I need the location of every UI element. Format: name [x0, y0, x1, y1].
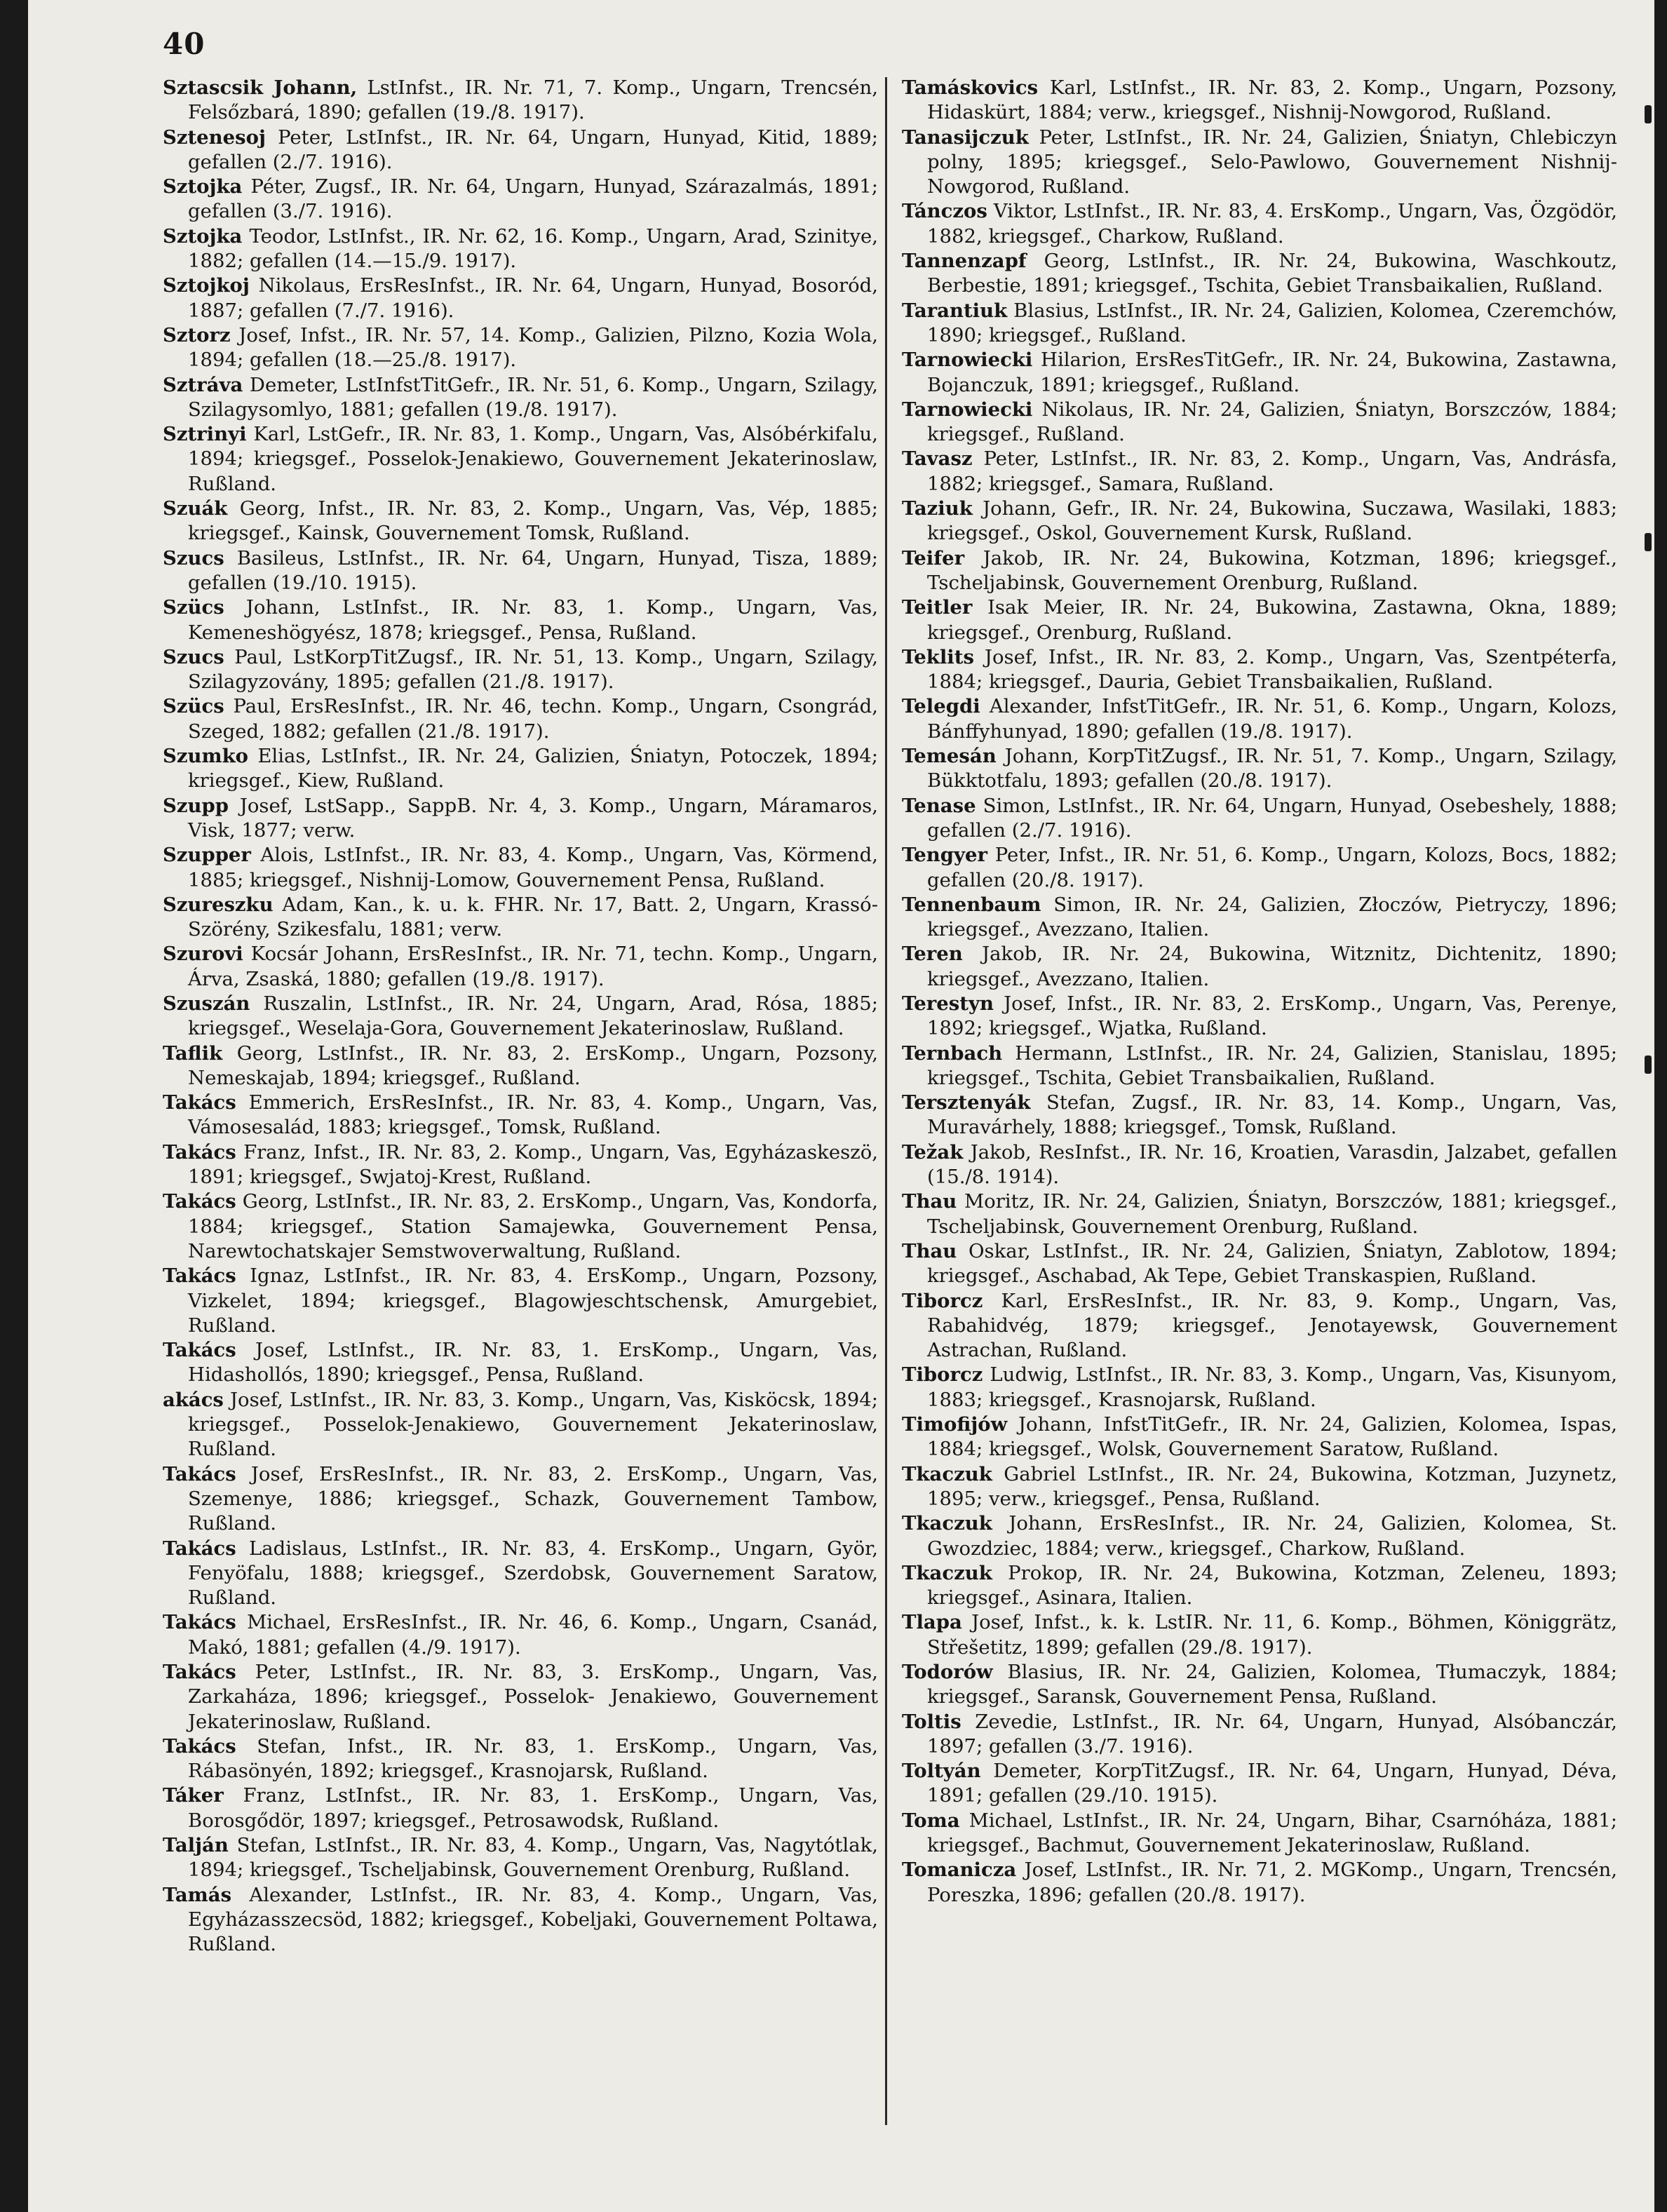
entry-surname: Szücs — [163, 695, 224, 718]
entry-details: Josef, LstInfst., IR. Nr. 71, 2. MGKomp., Ungarn, Trencsén, Poreszka, 1896; gefallen (20./8. 1917). — [927, 1859, 1617, 1906]
roll-entry — [163, 1883, 878, 1957]
entry-details: Franz, Infst., IR. Nr. 83, 2. Komp., Ungarn, Vas, Egyházaskeszö, 1891; kriegsgef., Swjatoj-Krest, Rußland. — [188, 1140, 878, 1189]
entry-details: Alexander, LstInfst., IR. Nr. 83, 4. Komp., Ungarn, Vas, Egyházasszecsöd, 1882; kriegsgef., Kobeljaki, Gouvernement Poltawa, Rußland. — [188, 1883, 878, 1956]
entry-details: Karl, LstInfst., IR. Nr. 83, 2. Komp., Ungarn, Pozsony, Hidaskürt, 1884; verw., kriegsgef., Nishnij-Nowgorod, Rußland. — [927, 76, 1617, 124]
entry-details: Ignaz, LstInfst., IR. Nr. 83, 4. ErsKomp., Ungarn, Pozsony, Vizkelet, 1894; kriegsgef., Blagowjeschtschensk, Amurgebiet, Rußland. — [188, 1265, 878, 1337]
roll-entry — [902, 447, 1617, 497]
roll-entry — [902, 1610, 1617, 1660]
roll-entry — [902, 1041, 1617, 1091]
entry-surname: Terestyn — [902, 992, 994, 1015]
entry-surname: Sztascsik Johann, — [163, 76, 358, 99]
roll-entry — [902, 1289, 1617, 1363]
entry-details: Gabriel LstInfst., IR. Nr. 24, Bukowina, Kotzman, Juzynetz, 1895; verw., kriegsgef., Pensa, Rußland. — [927, 1462, 1617, 1510]
entry-surname: Tannenzapf — [902, 250, 1027, 273]
entry-details: Elias, LstInfst., IR. Nr. 24, Galizien, Śniatyn, Potoczek, 1894; kriegsgef., Kiew, Rußland. — [188, 745, 878, 793]
entry-details: Josef, Infst., IR. Nr. 83, 2. ErsKomp., Ungarn, Vas, Perenye, 1892; kriegsgef., Wjatka, Rußland. — [927, 992, 1617, 1040]
entry-surname: Tennenbaum — [902, 893, 1041, 916]
entry-surname: Szuszán — [163, 992, 250, 1015]
roll-entry — [163, 422, 878, 497]
entry-details: Basileus, LstInfst., IR. Nr. 64, Ungarn, Hunyad, Tisza, 1889; gefallen (19./10. 1915). — [188, 546, 878, 594]
roll-entry — [902, 126, 1617, 200]
roll-entry — [163, 224, 878, 274]
roll-entry — [163, 373, 878, 423]
entry-surname: Tengyer — [902, 844, 987, 867]
entry-details: Karl, LstGefr., IR. Nr. 83, 1. Komp., Ungarn, Vas, Alsóbérkifalu, 1894; kriegsgef., Posselok-Jenakiewo, Gouvernement Jekaterinoslaw, Rußland. — [188, 423, 878, 495]
roll-entry — [902, 398, 1617, 447]
roll-entry — [902, 1660, 1617, 1710]
entry-surname: Teren — [902, 943, 963, 966]
entry-details: Demeter, KorpTitZugsf., IR. Nr. 64, Ungarn, Hunyad, Déva, 1891; gefallen (29./10. 1915). — [927, 1760, 1617, 1807]
scan-left-edge — [0, 0, 28, 2212]
scan-edge-mark — [1645, 105, 1652, 123]
entry-surname: Tiborcz — [902, 1289, 983, 1312]
roll-entry — [902, 1189, 1617, 1239]
entry-surname: Teklits — [902, 645, 974, 668]
entry-surname: Tersztenyák — [902, 1091, 1031, 1114]
roll-entry — [163, 1388, 878, 1462]
roll-entry — [163, 893, 878, 943]
roll-entry — [163, 942, 878, 992]
roll-entry — [163, 1189, 878, 1264]
entry-surname: Timofijów — [902, 1413, 1008, 1436]
entry-surname: Sztojka — [163, 224, 243, 248]
entry-details: Josef, Infst., k. k. LstIR. Nr. 11, 6. Komp., Böhmen, Königgrätz, Střešetitz, 1899; gefallen (29./8. 1917). — [927, 1611, 1617, 1659]
entry-surname: Tomanicza — [902, 1859, 1017, 1882]
entry-details: Blasius, LstInfst., IR. Nr. 24, Galizien, Kolomea, Czeremchów, 1890; kriegsgef., Rußland. — [927, 299, 1617, 346]
roll-entry — [163, 1734, 878, 1784]
entry-details: Hermann, LstInfst., IR. Nr. 24, Galizien, Stanislau, 1895; kriegsgef., Tschita, Gebiet Transbaikalien, Rußland. — [927, 1041, 1617, 1089]
roll-entry — [902, 1091, 1617, 1140]
roll-entry — [163, 175, 878, 224]
entry-surname: Toltyán — [902, 1760, 981, 1783]
roll-entry — [163, 497, 878, 546]
entry-details: Ludwig, LstInfst., IR. Nr. 83, 3. Komp., Ungarn, Vas, Kisunyom, 1883; kriegsgef., Krasnojarsk, Rußland. — [927, 1363, 1617, 1411]
entry-details: Michael, LstInfst., IR. Nr. 24, Ungarn, Bihar, Csarnóháza, 1881; kriegsgef., Bachmut, Gouvernement Jekaterinoslaw, Rußland. — [927, 1809, 1617, 1857]
scan-edge-mark — [1645, 533, 1652, 551]
entry-surname: Tenase — [902, 794, 976, 817]
entry-surname: Takács — [163, 1611, 236, 1634]
roll-entry — [902, 299, 1617, 349]
entry-surname: Telegdi — [902, 695, 980, 718]
entry-details: Ruszalin, LstInfst., IR. Nr. 24, Ungarn, Arad, Rósa, 1885; kriegsgef., Weselaja-Gora, Gouvernement Jekaterinoslaw, Rußland. — [188, 992, 878, 1040]
entry-details: Karl, ErsResInfst., IR. Nr. 83, 9. Komp., Ungarn, Vas, Rabahidvég, 1879; kriegsgef., Jenotayewsk, Gouvernement Astrachan, Rußland. — [927, 1289, 1617, 1362]
roll-entry — [163, 744, 878, 794]
roll-entry — [902, 1710, 1617, 1760]
entry-surname: Szuák — [163, 497, 228, 520]
roll-entry — [902, 76, 1617, 126]
entry-surname: Szupper — [163, 844, 251, 867]
entry-surname: Teitler — [902, 596, 973, 619]
entry-details: Josef, Infst., IR. Nr. 83, 2. Komp., Ungarn, Vas, Szentpéterfa, 1884; kriegsgef., Dauria, Gebiet Transbaikalien, Rußland. — [927, 645, 1617, 694]
entry-details: Kocsár Johann, ErsResInfst., IR. Nr. 71, techn. Komp., Ungarn, Árva, Zsaská, 1880; gefallen (19./8. 1917). — [188, 943, 878, 990]
roll-entry — [902, 1412, 1617, 1462]
roll-entry — [902, 893, 1617, 943]
entry-details: Peter, LstInfst., IR. Nr. 83, 3. ErsKomp., Ungarn, Vas, Zarkaháza, 1896; kriegsgef., Posselok- Jenakiewo, Gouvernement Jekaterinoslaw, Rußland. — [188, 1661, 878, 1733]
roll-entry — [163, 694, 878, 744]
roll-entry — [902, 497, 1617, 546]
roll-entry — [163, 1338, 878, 1388]
entry-surname: Tanasijczuk — [902, 126, 1029, 149]
entry-surname: Szücs — [163, 596, 224, 619]
roll-entry — [163, 76, 878, 126]
roll-entry — [163, 843, 878, 893]
entry-surname: akács — [163, 1388, 224, 1411]
roll-entry — [902, 694, 1617, 744]
entry-details: Teodor, LstInfst., IR. Nr. 62, 16. Komp., Ungarn, Arad, Szinitye, 1882; gefallen (14.—15./9. 1917). — [188, 224, 878, 273]
roll-entry — [902, 1858, 1617, 1908]
roll-entry — [902, 1363, 1617, 1412]
entry-details: Blasius, IR. Nr. 24, Galizien, Kolomea, Tłumaczyk, 1884; kriegsgef., Saransk, Gouvernement Pensa, Rußland. — [927, 1661, 1617, 1708]
entry-surname: Temesán — [902, 745, 997, 768]
entry-details: Emmerich, ErsResInfst., IR. Nr. 83, 4. Komp., Ungarn, Vas, Vámosesalád, 1883; kriegsgef., Tomsk, Rußland. — [188, 1091, 878, 1139]
entry-details: Oskar, LstInfst., IR. Nr. 24, Galizien, Śniatyn, Zablotow, 1894; kriegsgef., Aschabad, Ak Tepe, Gebiet Transkaspien, Rußland. — [927, 1239, 1617, 1288]
roll-entry — [163, 1833, 878, 1883]
entry-surname: Takács — [163, 1661, 236, 1683]
entry-surname: Težak — [902, 1140, 964, 1164]
entry-surname: Thau — [902, 1190, 957, 1213]
roll-entry — [902, 1140, 1617, 1190]
roll-entry — [902, 992, 1617, 1041]
entry-details: Viktor, LstInfst., IR. Nr. 83, 4. ErsKomp., Ungarn, Vas, Özgödör, 1882, kriegsgef., Charkow, Rußland. — [927, 200, 1617, 248]
entry-surname: Tlapa — [902, 1611, 962, 1634]
entry-details: Georg, LstInfst., IR. Nr. 83, 2. ErsKomp., Ungarn, Vas, Kondorfa, 1884; kriegsgef., Station Samajewka, Gouvernement Pensa, Narewtochatskajer Semstwoverwaltung, Rußland. — [188, 1190, 878, 1262]
entry-details: Stefan, LstInfst., IR. Nr. 83, 4. Komp., Ungarn, Vas, Nagytótlak, 1894; kriegsgef., Tscheljabinsk, Gouvernement Orenburg, Rußland. — [188, 1834, 878, 1882]
entry-surname: Ternbach — [902, 1041, 1003, 1065]
roll-entry — [902, 199, 1617, 249]
entry-surname: Toma — [902, 1809, 960, 1832]
roll-entry — [902, 843, 1617, 893]
left-column — [163, 76, 878, 1957]
roll-entry — [902, 1511, 1617, 1561]
roll-entry — [902, 249, 1617, 299]
entry-details: Johann, KorpTitZugsf., IR. Nr. 51, 7. Komp., Ungarn, Szilagy, Bükktotfalu, 1893; gefallen (20./8. 1917). — [927, 745, 1617, 793]
entry-details: Georg, Infst., IR. Nr. 83, 2. Komp., Ungarn, Vas, Vép, 1885; kriegsgef., Kainsk, Gouvernement Tomsk, Rußland. — [188, 497, 878, 545]
entry-details: Ladislaus, LstInfst., IR. Nr. 83, 4. ErsKomp., Ungarn, Györ, Fenyöfalu, 1888; kriegsgef., Szerdobsk, Gouvernement Saratow, Rußland. — [188, 1537, 878, 1610]
entry-surname: Tkaczuk — [902, 1462, 992, 1485]
entry-surname: Taflik — [163, 1041, 223, 1065]
roll-entry — [902, 1462, 1617, 1512]
entry-details: Michael, ErsResInfst., IR. Nr. 46, 6. Komp., Ungarn, Csanád, Makó, 1881; gefallen (4./9. 1917). — [188, 1611, 878, 1659]
entry-details: Alois, LstInfst., IR. Nr. 83, 4. Komp., Ungarn, Vas, Körmend, 1885; kriegsgef., Nishnij-Lomow, Gouvernement Pensa, Rußland. — [188, 844, 878, 891]
entry-details: Josef, Infst., IR. Nr. 57, 14. Komp., Galizien, Pilzno, Kozia Wola, 1894; gefallen (18.—25./8. 1917). — [188, 323, 878, 372]
entry-surname: Szucs — [163, 645, 224, 668]
right-column — [902, 76, 1617, 1908]
entry-surname: Taziuk — [902, 497, 973, 520]
entry-surname: Takács — [163, 1091, 236, 1114]
entry-details: Prokop, IR. Nr. 24, Bukowina, Kotzman, Zeleneu, 1893; kriegsgef., Asinara, Italien. — [927, 1561, 1617, 1610]
roll-entry — [902, 546, 1617, 596]
roll-entry — [902, 348, 1617, 398]
entry-surname: Tavasz — [902, 447, 973, 471]
entry-details: Adam, Kan., k. u. k. FHR. Nr. 17, Batt. 2, Ungarn, Krassó-Szörény, Szikesfalu, 1881; verw. — [188, 893, 878, 941]
roll-entry — [163, 126, 878, 175]
entry-details: Stefan, Zugsf., IR. Nr. 83, 14. Komp., Ungarn, Vas, Muravárhely, 1888; kriegsgef., Tomsk, Rußland. — [927, 1091, 1617, 1139]
entry-surname: Tarantiuk — [902, 299, 1008, 322]
entry-details: Moritz, IR. Nr. 24, Galizien, Śniatyn, Borszczów, 1881; kriegsgef., Tscheljabinsk, Gouvernement Orenburg, Rußland. — [927, 1190, 1617, 1238]
entry-details: Georg, LstInfst., IR. Nr. 24, Bukowina, Waschkoutz, Berbestie, 1891; kriegsgef., Tschita, Gebiet Transbaikalien, Rußland. — [927, 250, 1617, 297]
entry-details: Péter, Zugsf., IR. Nr. 64, Ungarn, Hunyad, Szárazalmás, 1891; gefallen (3./7. 1916). — [188, 175, 878, 223]
roll-entry — [163, 323, 878, 373]
entry-details: Hilarion, ErsResTitGefr., IR. Nr. 24, Bukowina, Zastawna, Bojanczuk, 1891; kriegsgef., Rußland. — [927, 349, 1617, 396]
entry-surname: Szurovi — [163, 943, 243, 966]
entry-details: Simon, LstInfst., IR. Nr. 64, Ungarn, Hunyad, Osebeshely, 1888; gefallen (2./7. 1916). — [927, 794, 1617, 842]
entry-details: Alexander, InfstTitGefr., IR. Nr. 51, 6. Komp., Ungarn, Kolozs, Bánffyhunyad, 1890; gefallen (19./8. 1917). — [927, 695, 1617, 743]
entry-details: Paul, ErsResInfst., IR. Nr. 46, techn. Komp., Ungarn, Csongrád, Szeged, 1882; gefallen (21./8. 1917). — [188, 695, 878, 743]
entry-surname: Szureszku — [163, 893, 274, 916]
column-divider — [885, 77, 887, 2125]
entry-surname: Takács — [163, 1462, 236, 1485]
entry-details: Johann, ErsResInfst., IR. Nr. 24, Galizien, Kolomea, St. Gwozdziec, 1884; verw., kriegsgef., Charkow, Rußland. — [927, 1512, 1617, 1560]
entry-surname: Sztorz — [163, 323, 231, 346]
entry-details: Zevedie, LstInfst., IR. Nr. 64, Ungarn, Hunyad, Alsóbanczár, 1897; gefallen (3./7. 1916). — [927, 1710, 1617, 1758]
entry-surname: Tiborcz — [902, 1363, 983, 1387]
entry-details: Peter, LstInfst., IR. Nr. 83, 2. Komp., Ungarn, Vas, Andrásfa, 1882; kriegsgef., Samara, Rußland. — [927, 447, 1617, 495]
roll-entry — [163, 1140, 878, 1190]
roll-entry — [902, 942, 1617, 992]
roll-entry — [902, 1239, 1617, 1289]
entry-surname: Tamás — [163, 1883, 232, 1906]
entry-surname: Szupp — [163, 794, 229, 817]
entry-details: Simon, IR. Nr. 24, Galizien, Złoczów, Pietryczy, 1896; kriegsgef., Avezzano, Italien. — [927, 893, 1617, 941]
roll-entry — [902, 645, 1617, 695]
entry-details: Georg, LstInfst., IR. Nr. 83, 2. ErsKomp., Ungarn, Pozsony, Nemeskajab, 1894; kriegsgef., Rußland. — [188, 1041, 878, 1089]
entry-surname: Sztenesoj — [163, 126, 266, 149]
roll-entry — [902, 595, 1617, 645]
entry-surname: Sztojkoj — [163, 274, 250, 297]
entry-surname: Takács — [163, 1734, 236, 1758]
entry-surname: Szucs — [163, 546, 224, 569]
entry-details: LstInfst., IR. Nr. 71, 7. Komp., Ungarn, Trencsén, Felsőzbará, 1890; gefallen (19./8. 1917). — [188, 76, 878, 124]
roll-entry — [163, 794, 878, 844]
roll-entry — [163, 595, 878, 645]
entry-surname: Takács — [163, 1537, 236, 1560]
roll-entry — [163, 1660, 878, 1734]
entry-surname: Takács — [163, 1339, 236, 1362]
entry-surname: Tarnowiecki — [902, 398, 1033, 421]
roll-entry — [902, 1759, 1617, 1809]
entry-details: Demeter, LstInfstTitGefr., IR. Nr. 51, 6. Komp., Ungarn, Szilagy, Szilagysomlyo, 1881; gefallen (19./8. 1917). — [188, 373, 878, 421]
entry-details: Stefan, Infst., IR. Nr. 83, 1. ErsKomp., Ungarn, Vas, Rábasönyén, 1892; kriegsgef., Krasnojarsk, Rußland. — [188, 1734, 878, 1783]
entry-surname: Thau — [902, 1239, 957, 1262]
roll-entry — [163, 1264, 878, 1338]
entry-details: Jakob, IR. Nr. 24, Bukowina, Kotzman, 1896; kriegsgef., Tscheljabinsk, Gouvernement Orenburg, Rußland. — [927, 546, 1617, 594]
entry-surname: Tarnowiecki — [902, 349, 1033, 372]
scan-right-edge — [1654, 0, 1667, 2212]
roll-entry — [902, 744, 1617, 794]
entry-details: Peter, Infst., IR. Nr. 51, 6. Komp., Ungarn, Kolozs, Bocs, 1882; gefallen (20./8. 1917). — [927, 844, 1617, 891]
entry-details: Paul, LstKorpTitZugsf., IR. Nr. 51, 13. Komp., Ungarn, Szilagy, Szilagyzovány, 1895; gefallen (21./8. 1917). — [188, 645, 878, 694]
entry-details: Nikolaus, ErsResInfst., IR. Nr. 64, Ungarn, Hunyad, Bosoród, 1887; gefallen (7./7. 1916). — [188, 274, 878, 322]
roll-entry — [163, 1610, 878, 1660]
roll-entry — [163, 1091, 878, 1140]
entry-details: Jakob, IR. Nr. 24, Bukowina, Witznitz, Dichtenitz, 1890; kriegsgef., Avezzano, Italien. — [927, 943, 1617, 990]
entry-surname: Tkaczuk — [902, 1561, 992, 1584]
roll-entry — [163, 1783, 878, 1833]
entry-details: Jakob, ResInfst., IR. Nr. 16, Kroatien, Varasdin, Jalzabet, gefallen (15./8. 1914). — [927, 1140, 1617, 1189]
entry-details: Josef, LstSapp., SappB. Nr. 4, 3. Komp., Ungarn, Máramaros, Visk, 1877; verw. — [188, 794, 878, 842]
entry-details: Josef, LstInfst., IR. Nr. 83, 1. ErsKomp., Ungarn, Vas, Hidashollós, 1890; kriegsgef., Pensa, Rußland. — [188, 1339, 878, 1387]
entry-surname: Tánczos — [902, 200, 987, 223]
roll-entry — [163, 645, 878, 695]
entry-details: Johann, InfstTitGefr., IR. Nr. 24, Galizien, Kolomea, Ispas, 1884; kriegsgef., Wolsk, Gouvernement Saratow, Rußland. — [927, 1413, 1617, 1461]
entry-details: Johann, Gefr., IR. Nr. 24, Bukowina, Suczawa, Wasilaki, 1883; kriegsgef., Oskol, Gouvernement Kursk, Rußland. — [927, 497, 1617, 545]
roll-entry — [902, 794, 1617, 844]
entry-surname: Takács — [163, 1190, 236, 1213]
entry-details: Josef, ErsResInfst., IR. Nr. 83, 2. ErsKomp., Ungarn, Vas, Szemenye, 1886; kriegsgef., Schazk, Gouvernement Tambow, Rußland. — [188, 1462, 878, 1535]
roll-entry — [163, 546, 878, 596]
page-number: 40 — [163, 27, 205, 61]
entry-surname: Sztráva — [163, 373, 243, 396]
entry-surname: Toltis — [902, 1710, 961, 1733]
roll-entry — [163, 1041, 878, 1091]
entry-surname: Szumko — [163, 745, 248, 768]
roll-entry — [163, 1462, 878, 1537]
entry-surname: Takács — [163, 1140, 236, 1164]
entry-surname: Talján — [163, 1834, 229, 1857]
entry-surname: Sztrinyi — [163, 423, 247, 446]
entry-details: Franz, LstInfst., IR. Nr. 83, 1. ErsKomp., Ungarn, Vas, Borosgődör, 1897; kriegsgef., Petrosawodsk, Rußland. — [188, 1784, 878, 1832]
entry-surname: Táker — [163, 1784, 224, 1807]
entry-details: Peter, LstInfst., IR. Nr. 64, Ungarn, Hunyad, Kitid, 1889; gefallen (2./7. 1916). — [188, 126, 878, 173]
roll-entry — [163, 274, 878, 323]
roll-entry — [163, 992, 878, 1041]
entry-surname: Tamáskovics — [902, 76, 1039, 99]
entry-details: Nikolaus, IR. Nr. 24, Galizien, Śniatyn, Borszczów, 1884; kriegsgef., Rußland. — [927, 398, 1617, 446]
entry-details: Josef, LstInfst., IR. Nr. 83, 3. Komp., Ungarn, Vas, Kisköcsk, 1894; kriegsgef., Posselok-Jenakiewo, Gouvernement Jekaterinoslaw, Rußland. — [188, 1388, 878, 1461]
entry-surname: Sztojka — [163, 175, 243, 198]
roll-entry — [163, 1537, 878, 1611]
roll-entry — [902, 1809, 1617, 1859]
entry-details: Peter, LstInfst., IR. Nr. 24, Galizien, Śniatyn, Chlebiczyn polny, 1895; kriegsgef., Selo-Pawlowo, Gouvernement Nishnij-Nowgorod, Rußland. — [927, 126, 1617, 198]
scan-edge-mark — [1645, 1056, 1652, 1074]
entry-surname: Todorów — [902, 1661, 993, 1683]
entry-details: Johann, LstInfst., IR. Nr. 83, 1. Komp., Ungarn, Vas, Kemeneshögyész, 1878; kriegsgef., Pensa, Rußland. — [188, 596, 878, 644]
entry-surname: Teifer — [902, 546, 965, 569]
entry-details: Isak Meier, IR. Nr. 24, Bukowina, Zastawna, Okna, 1889; kriegsgef., Orenburg, Rußland. — [927, 596, 1617, 644]
entry-surname: Takács — [163, 1265, 236, 1288]
roll-entry — [902, 1561, 1617, 1611]
entry-surname: Tkaczuk — [902, 1512, 992, 1535]
